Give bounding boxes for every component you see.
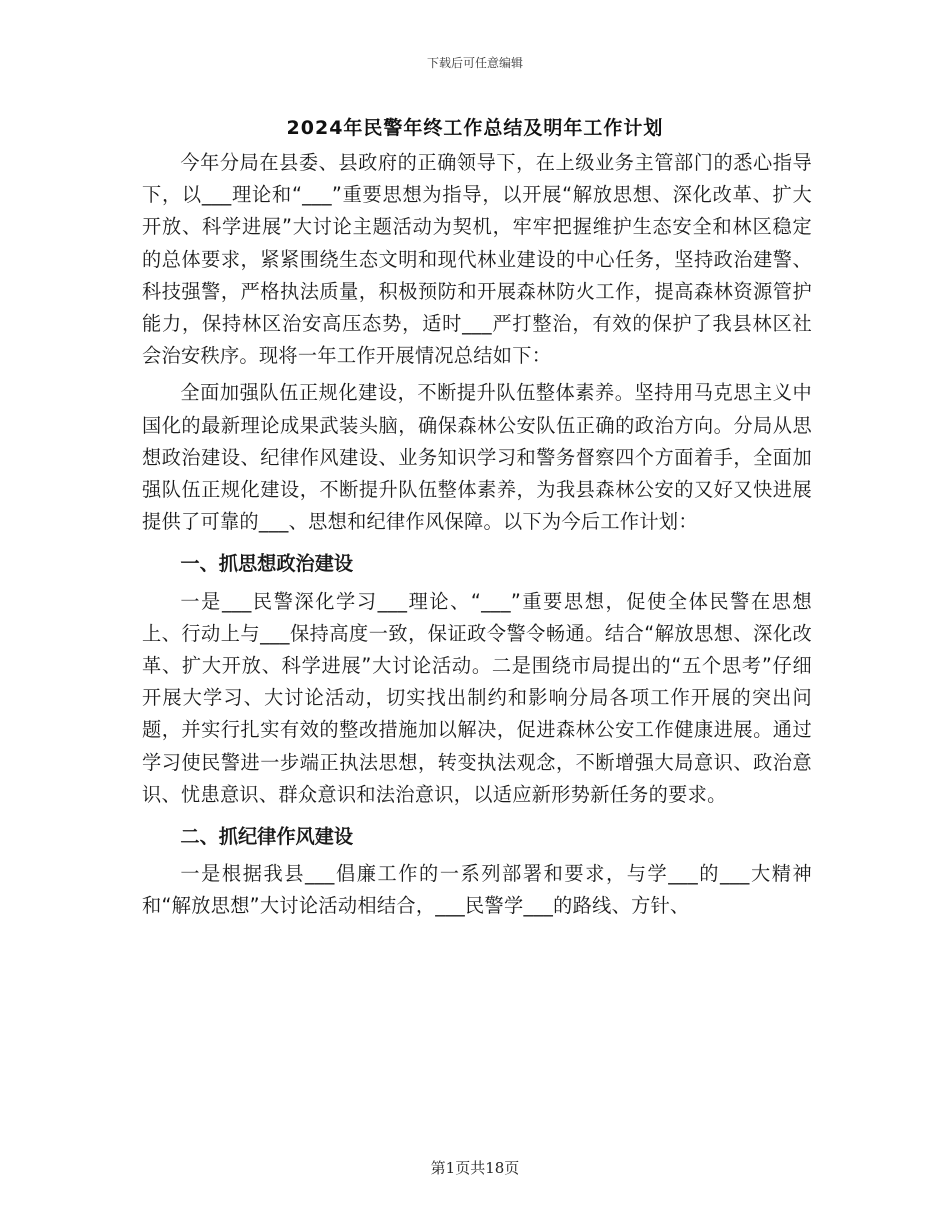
intro-paragraph: 今年分局在县委、县政府的正确领导下，在上级业务主管部门的悉心指导下，以___理论和“___”重要思想为指导，以开展“解放思想、深化改革、扩大开放、科学进展”大讨论主题活动为契机，牢牢把握维护生态安全和林区稳定的总体要求，紧紧围绕生态文明和现代林业建设的中心任务，坚持政治建警、科技强警，严格执法质量，积极预防和开展森林防火工作，提高森林资源管护能力，保持林区治安高压态势，适时___严打整治，有效的保护了我县林区社会治安秩序。现将一年工作开展情况总结如下： — [142, 151, 812, 368]
section-body-discipline: 一是根据我县___倡廉工作的一系列部署和要求，与学___的___大精神和“解放思想”大讨论活动相结合，___民警学___的路线、方针、 — [142, 862, 812, 918]
header-note: 下载后可任意编辑 — [426, 56, 523, 70]
section-heading-discipline: 二、抓纪律作风建设 — [180, 825, 354, 849]
document-body — [142, 147, 812, 923]
section-heading-political: 一、抓思想政治建设 — [180, 552, 354, 576]
page-footer: 第1页共18页 — [430, 1159, 520, 1177]
overview-paragraph: 全面加强队伍正规化建设，不断提升队伍整体素养。坚持用马克思主义中国化的最新理论成果武装头脑，确保森林公安队伍正确的政治方向。分局从思想政治建设、纪律作风建设、业务知识学习和警务督察四个方面着手，全面加强队伍正规化建设，不断提升队伍整体素养，为我县森林公安的又好又快进展提供了可靠的___、思想和纪律作风保障。以下为今后工作计划： — [142, 381, 812, 534]
section-body-political: 一是___民警深化学习___理论、“___”重要思想，促使全体民警在思想上、行动上与___保持高度一致，保证政令警令畅通。结合“解放思想、深化改革、扩大开放、科学进展”大讨论活动。二是围绕市局提出的“五个思考”仔细开展大学习、大讨论活动，切实找出制约和影响分局各项工作开展的突出问题，并实行扎实有效的整改措施加以解决，促进森林公安工作健康进展。通过学习使民警进一步端正执法思想，转变执法观念，不断增强大局意识、政治意识、忧患意识、群众意识和法治意识，以适应新形势新任务的要求。 — [142, 589, 812, 806]
document-title: 2024年民警年终工作总结及明年工作计划 — [286, 117, 664, 139]
